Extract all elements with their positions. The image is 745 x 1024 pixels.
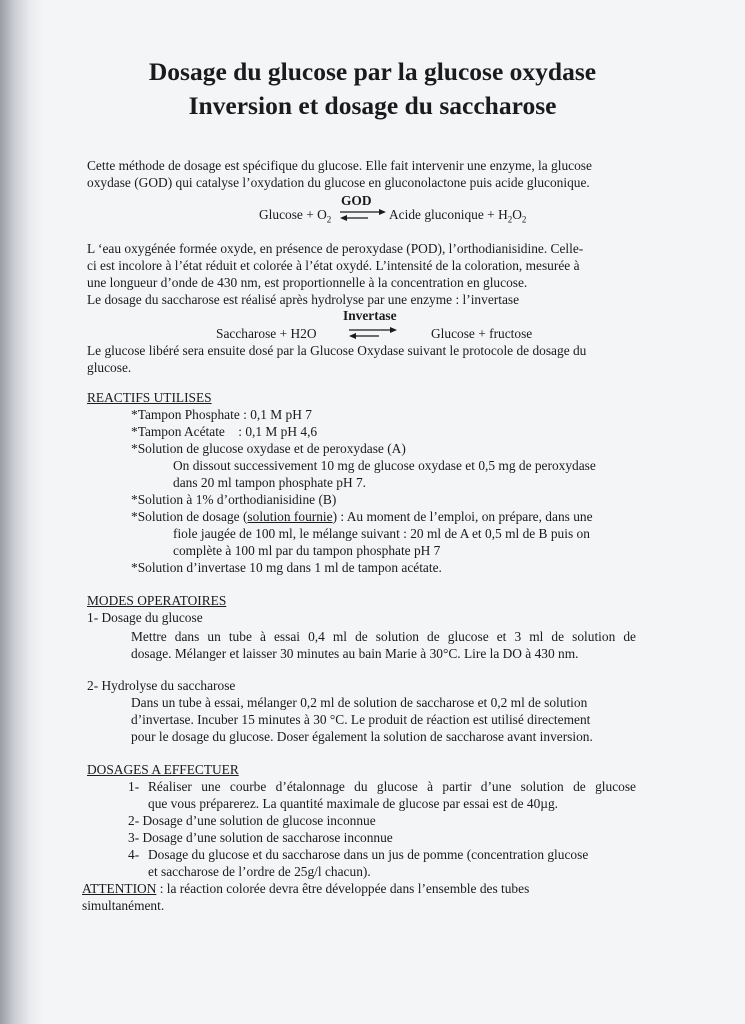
eq1-arrow-icon	[338, 208, 388, 222]
reactif-item: complète à 100 ml par du tampon phosphate pH 7	[173, 543, 441, 558]
para2-line-2: ci est incolore à l’état réduit et colorée à l’état oxydé. L’intensité de la coloration, mesurée à	[87, 258, 580, 273]
dosages-item3: 3- Dosage d’une solution de saccharose inconnue	[128, 830, 393, 845]
modes-step2-title: 2- Hydrolyse du saccharose	[87, 678, 236, 693]
eq2-right: Glucose + fructose	[431, 326, 533, 341]
para3-line-2: glucose.	[87, 360, 132, 375]
dosages-item4-number: 4-	[128, 847, 140, 862]
reactif-item: *Solution de glucose oxydase et de peroxydase (A)	[131, 441, 406, 456]
attention-line-2: simultanément.	[82, 898, 165, 913]
modes-heading: MODES OPERATOIRES	[87, 593, 227, 608]
modes-step2-line-1: Dans un tube à essai, mélanger 0,2 ml de solution de saccharose et 0,2 ml de solution	[131, 695, 588, 710]
modes-step1-line-1: Mettre dans un tube à essai 0,4 ml de solution de glucose et 3 ml de solution de	[131, 629, 636, 644]
para2-line-1: L ‘eau oxygénée formée oxyde, en présence de peroxydase (POD), l’orthodianisidine. Celle-	[87, 241, 584, 256]
reactif-dosage-line: *Solution de dosage (solution fournie) : Au moment de l’emploi, on prépare, dans une	[131, 509, 593, 524]
dosages-item1-number: 1-	[128, 779, 140, 794]
modes-step1-title: 1- Dosage du glucose	[87, 610, 203, 625]
reactif-item: *Solution d’invertase 10 mg dans 1 ml de tampon acétate.	[131, 560, 442, 575]
dosages-item2: 2- Dosage d’une solution de glucose inconnue	[128, 813, 376, 828]
para2-line-3: une longueur d’onde de 430 nm, est proportionnelle à la concentration en glucose.	[87, 275, 528, 290]
reactif-item: *Tampon Acétate : 0,1 M pH 4,6	[131, 424, 318, 439]
reactif-item: dans 20 ml tampon phosphate pH 7.	[173, 475, 367, 490]
reactif-item: fiole jaugée de 100 ml, le mélange suivant : 20 ml de A et 0,5 ml de B puis on	[173, 526, 590, 541]
title-line-2: Inversion et dosage du saccharose	[188, 91, 557, 120]
intro-line-2: oxydase (GOD) qui catalyse l’oxydation du glucose en gluconolactone puis acide gluconique.	[87, 175, 590, 190]
para2-line-4: Le dosage du saccharose est réalisé après hydrolyse par une enzyme : l’invertase	[87, 292, 520, 307]
eq2-left: Saccharose + H2O	[216, 326, 317, 341]
dosages-heading: DOSAGES A EFFECTUER	[87, 762, 239, 777]
eq1-enzyme-label: GOD	[341, 193, 372, 208]
dosages-item4-line-2: et saccharose de l’ordre de 25g/l chacun).	[148, 864, 371, 879]
reactifs-heading: REACTIFS UTILISES	[87, 390, 212, 405]
eq2-enzyme-label: Invertase	[343, 308, 397, 323]
eq1-left: $Glucose + O_2$	[259, 207, 332, 225]
attention-line-1: ATTENTION : la réaction colorée devra être développée dans l’ensemble des tubes	[82, 881, 530, 896]
dosages-item1-line-2: que vous préparerez. La quantité maximale de glucose par essai est de 40µg.	[148, 796, 559, 811]
eq1-right: Acide gluconique + $H_2O_2$	[389, 207, 527, 225]
reactif-item: On dissout successivement 10 mg de glucose oxydase et 0,5 mg de peroxydase	[173, 458, 596, 473]
attention-label: ATTENTION	[82, 881, 157, 896]
dosages-item1-line-1: Réaliser une courbe d’étalonnage du glucose à partir d’une solution de glucose	[148, 779, 636, 794]
reactif-item: *Tampon Phosphate : 0,1 M pH 7	[131, 407, 312, 422]
para3-line-1: Le glucose libéré sera ensuite dosé par la Glucose Oxydase suivant le protocole de dosage du	[87, 343, 587, 358]
modes-step1-line-2: dosage. Mélanger et laisser 30 minutes au bain Marie à 30°C. Lire la DO à 430 nm.	[131, 646, 579, 661]
title-line-1: Dosage du glucose par la glucose oxydase	[148, 57, 597, 86]
modes-step2-line-3: pour le dosage du glucose. Doser également la solution de saccharose avant inversion.	[131, 729, 593, 744]
intro-line-1: Cette méthode de dosage est spécifique du glucose. Elle fait intervenir une enzyme, la glucose	[87, 158, 592, 173]
dosages-item4-line-1: Dosage du glucose et du saccharose dans un jus de pomme (concentration glucose	[148, 847, 589, 862]
reactif-item: *Solution à 1% d’orthodianisidine (B)	[131, 492, 337, 507]
modes-step2-line-2: d’invertase. Incuber 15 minutes à 30 °C. Le produit de réaction est utilisé directement	[131, 712, 591, 727]
eq2-arrow-icon	[347, 326, 399, 340]
